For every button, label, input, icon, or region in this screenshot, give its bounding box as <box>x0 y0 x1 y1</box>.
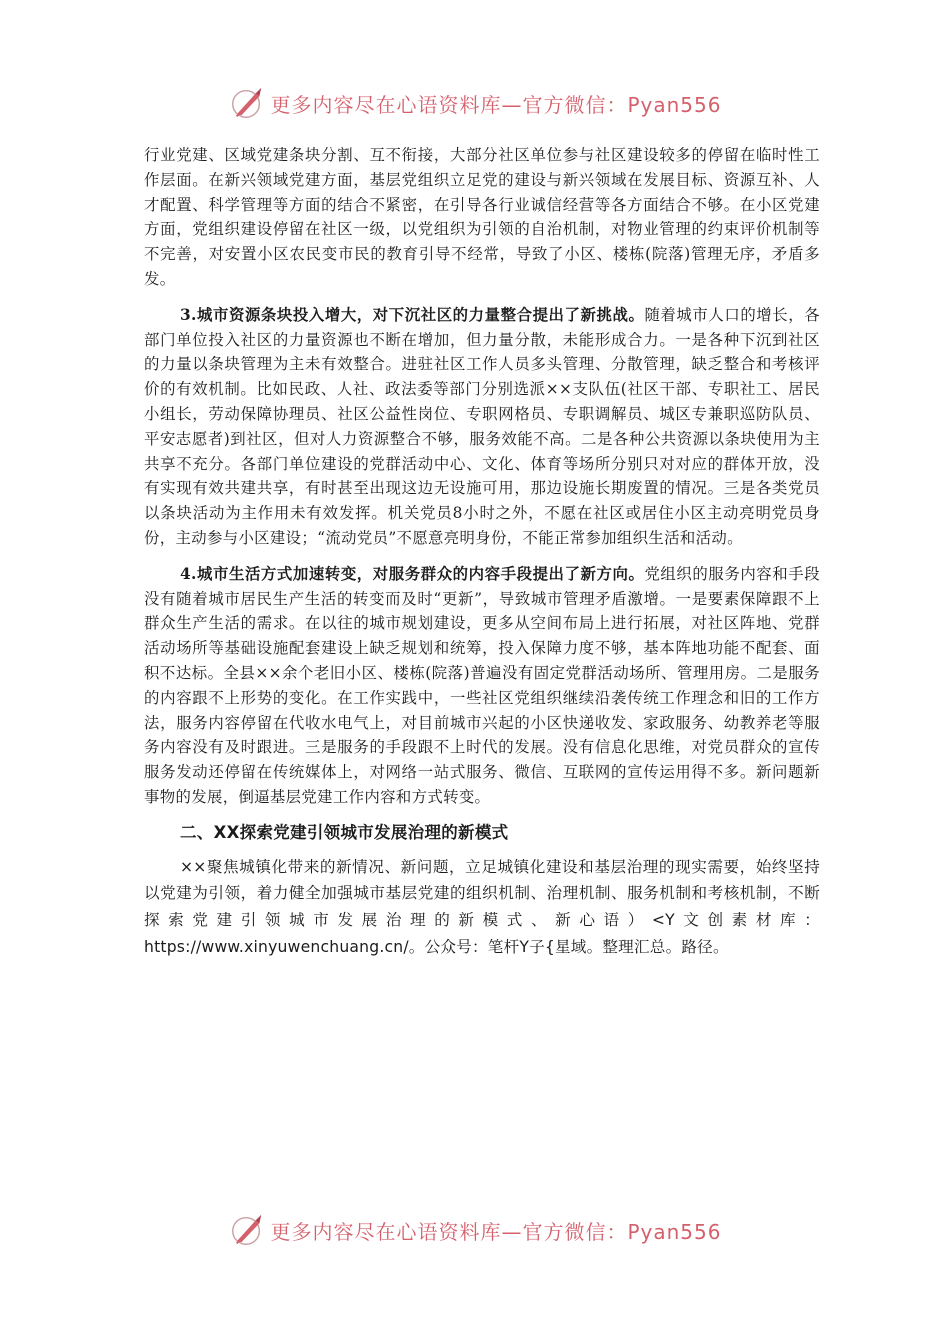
paragraph-lead-3: 3.城市资源条块投入增大，对下沉社区的力量整合提出了新挑战。 <box>180 305 645 324</box>
footer-watermark-banner <box>0 1208 950 1252</box>
paragraph-resource-integration <box>144 303 820 551</box>
quill-logo-icon <box>228 1211 266 1249</box>
section-heading: 二、XX探索党建引领城市发展治理的新模式 <box>180 822 509 842</box>
paragraph-party-building-issues: 行业党建、区域党建条块分割、互不衔接，大部分社区单位参与社区建设较多的停留在临时性工作层面。在新兴领域党建方面，基层党组织立足党的建设与新兴领域在发展目标、资源互补、人才配置、科学管理等方面的结合不紧密，在引导各行业诚信经营等各方面结合不够。在小区党建方面，党组织建设停留在社区一级，以党组织为引领的自治机制，对物业管理的约束评价机制等不完善，对安置小区农民变市民的教育引导不经常，导致了小区、楼栋(院落)管理无序，矛盾多发。 <box>144 146 820 288</box>
paragraph-lead-4: 4.城市生活方式加速转变，对服务群众的内容手段提出了新方向。 <box>180 564 645 583</box>
paragraph-new-model: ××聚焦城镇化带来的新情况、新问题，立足城镇化建设和基层治理的现实需要，始终坚持以党建为引领，着力健全加强城市基层党建的组织机制、治理机制、服务机制和考核机制，不断探索党建引领城市发展治理的新模式、新心语）<Y文创素材库：https://www.xinyuwenchuang.cn/。公众号：笔杆Y子{星域。整理汇总。路径。 <box>144 857 820 956</box>
quill-logo-icon <box>228 84 266 122</box>
watermark-text: 更多内容尽在心语资料库—官方微信：Pyan556 <box>270 1219 722 1244</box>
watermark-text: 更多内容尽在心语资料库—官方微信：Pyan556 <box>270 92 722 117</box>
paragraph-body-4: 党组织的服务内容和手段没有随着城市居民生产生活的转变而及时“更新”，导致城市管理矛盾激增。一是要素保障跟不上群众生产生活的需求。在以往的城市规划建设，更多从空间布局上进行拓展，对社区阵地、党群活动场所等基础设施配套建设上缺乏规划和统筹，投入保障力度不够，基本阵地功能不配套、面积不达标。全县××余个老旧小区、楼栋(院落)普遍没有固定党群活动场所、管理用房。二是服务的内容跟不上形势的变化。在工作实践中，一些社区党组织继续沿袭传统工作理念和旧的工作方法，服务内容停留在代收水电气上，对目前城市兴起的小区快递收发、家政服务、幼教养老等服务内容没有及时跟进。三是服务的手段跟不上时代的发展。没有信息化思维，对党员群众的宣传服务发动还停留在传统媒体上，对网络一站式服务、微信、互联网的宣传运用得不多。新问题新事物的发展，倒逼基层党建工作内容和方式转变。 <box>144 564 820 806</box>
paragraph-lifestyle-change <box>144 562 820 810</box>
paragraph-body-3: 随着城市人口的增长，各部门单位投入社区的力量资源也不断在增加，但力量分散，未能形成合力。一是各种下沉到社区的力量以条块管理为主未有效整合。进驻社区工作人员多头管理、分散管理，缺乏整合和考核评价的有效机制。比如民政、人社、政法委等部门分别选派××支队伍(社区干部、专职社工、居民小组长，劳动保障协理员、社区公益性岗位、专职网格员、专职调解员、城区专兼职巡防队员、平安志愿者)到社区，但对人力资源整合不够，服务效能不高。二是各种公共资源以条块使用为主共享不充分。各部门单位建设的党群活动中心、文化、体育等场所分别只对对应的群体开放，没有实现有效共建共享，有时甚至出现这边无设施可用，那边设施长期废置的情况。三是各类党员以条块活动为主作用未有效发挥。机关党员8小时之外，不愿在社区或居住小区主动亮明党员身份，主动参与小区建设；“流动党员”不愿意亮明身份，不能正常参加组织生活和活动。 <box>144 305 820 547</box>
document-body <box>144 143 820 960</box>
header-watermark-banner <box>0 81 950 125</box>
